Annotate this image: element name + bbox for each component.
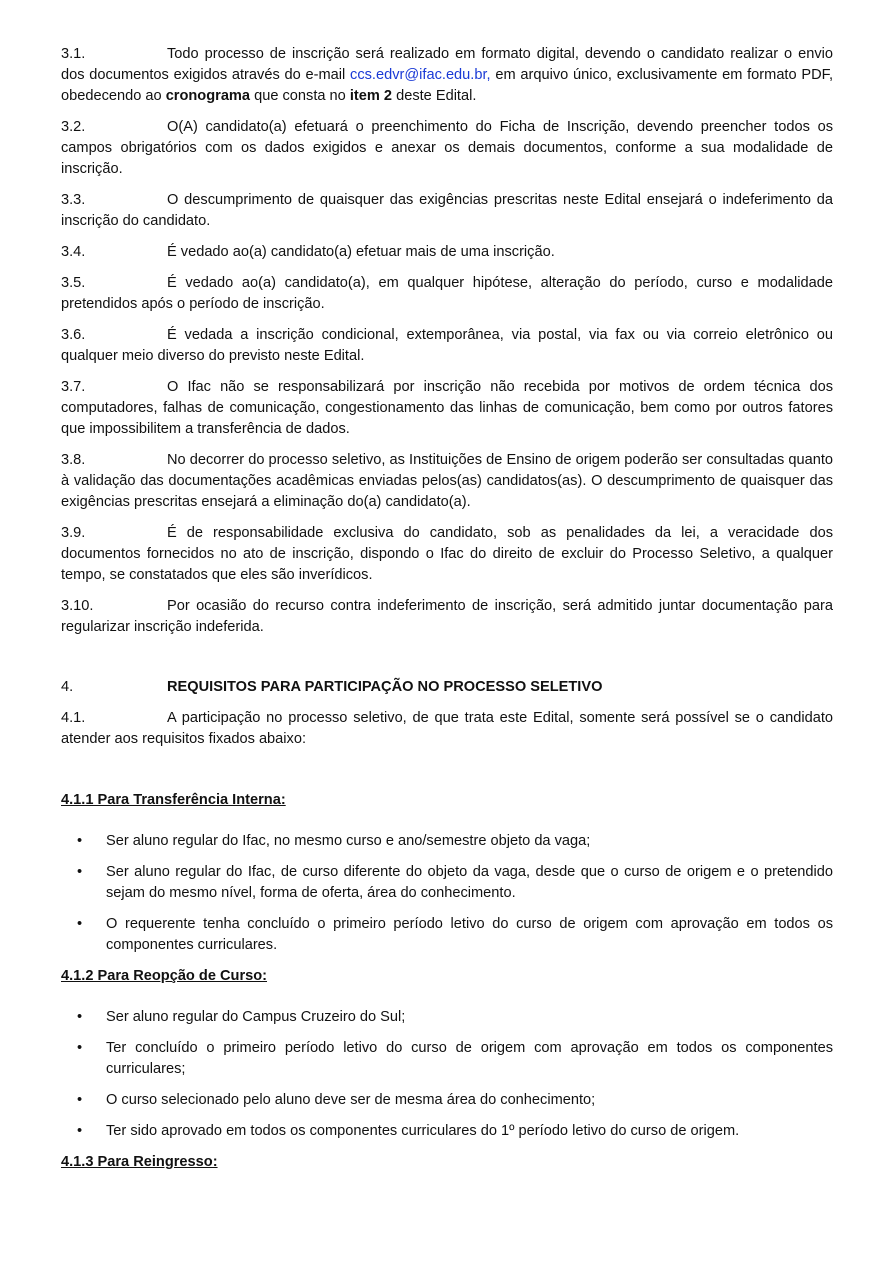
item-number: 3.9. [61,525,86,541]
item-text: que consta no [250,88,350,104]
item-text: O Ifac não se responsabilizará por inscrição não recebida por motivos de ordem técnica dos computadores, falhas de comunicação, congestionamento das linhas de comunicação, bem como por outros fatores que impossibilitem a transferência de dados. [61,379,833,437]
item-number: 3.1. [61,46,86,62]
item-3-9 [61,523,833,586]
bold-term: item 2 [349,88,393,104]
list-item-text: Ser aluno regular do Ifac, de curso diferente do objeto da vaga, desde que o curso de origem e o pretendido sejam do mesmo nível, forma de oferta, área do conhecimento. [106,864,833,901]
item-text: No decorrer do processo seletivo, as Instituições de Ensino de origem poderão ser consultadas quanto à validação das documentações acadêmicas enviadas pelos(as) candidatos(as). O descumprimento de quaisquer das exigências prescritas ensejará a eliminação do(a) candidato(a). [61,452,833,510]
item-text: É vedada a inscrição condicional, extemporânea, via postal, via fax ou via correio eletrônico ou qualquer meio diverso do previsto neste Edital. [61,327,833,364]
list-item-text: O requerente tenha concluído o primeiro período letivo do curso de origem com aprovação em todos os componentes curriculares. [106,916,833,953]
bullet-icon: • [77,1092,83,1108]
item-text: deste Edital. [392,88,477,104]
list-item [61,1038,833,1080]
item-3-4 [61,242,833,263]
list-item [61,862,833,904]
bullet-icon: • [77,1040,83,1056]
item-text: Todo processo de inscrição será realizado em formato digital, devendo o candidato realizar o envio dos documentos exigidos através do e-mail [61,46,833,83]
list-item-text: Ter concluído o primeiro período letivo do curso de origem com aprovação em todos os componentes curriculares; [106,1040,833,1077]
bullet-icon: • [77,864,83,880]
list-item-text: Ser aluno regular do Ifac, no mesmo curso e ano/semestre objeto da vaga; [106,833,591,849]
list-item-text: Ser aluno regular do Campus Cruzeiro do Sul; [106,1009,406,1025]
item-number: 3.2. [61,119,86,135]
item-number: 3.4. [61,244,86,260]
subsection-title-4-1-3: 4.1.3 Para Reingresso: [61,1154,218,1170]
item-number: 4.1. [61,710,86,726]
item-text: É vedado ao(a) candidato(a) efetuar mais de uma inscrição. [167,244,555,260]
item-number: 3.10. [61,598,94,614]
bullet-list-4-1-2 [61,1007,833,1142]
list-item-text: Ter sido aprovado em todos os componentes curriculares do 1º período letivo do curso de origem. [106,1123,740,1139]
list-item [61,1007,833,1028]
item-3-10 [61,596,833,638]
bold-term: cronograma [165,88,251,104]
item-3-7 [61,377,833,440]
item-number: 3.7. [61,379,86,395]
section-4-heading [61,677,833,698]
bullet-icon: • [77,1009,83,1025]
item-text: Por ocasião do recurso contra indeferimento de inscrição, será admitido juntar documentação para regularizar inscrição indeferida. [61,598,833,635]
item-number: 3.3. [61,192,86,208]
item-3-6 [61,325,833,367]
item-3-8 [61,450,833,513]
list-item [61,1121,833,1142]
bullet-icon: • [77,916,83,932]
bullet-list-4-1-1 [61,831,833,956]
section-number: 4. [61,679,74,695]
email-link[interactable]: ccs.edvr@ifac.edu.br, [350,67,491,83]
item-number: 3.5. [61,275,86,291]
section-title: REQUISITOS PARA PARTICIPAÇÃO NO PROCESSO SELETIVO [167,679,603,695]
list-item-text: O curso selecionado pelo aluno deve ser de mesma área do conhecimento; [106,1092,596,1108]
list-item [61,1090,833,1111]
item-text: É de responsabilidade exclusiva do candidato, sob as penalidades da lei, a veracidade dos documentos fornecidos no ato de inscrição, dispondo o Ifac do direito de excluir do Processo Seletivo, a qualquer tempo, se constatados que eles são inverídicos. [61,525,833,583]
item-3-5 [61,273,833,315]
subsection-title-4-1-1: 4.1.1 Para Transferência Interna: [61,792,286,808]
document-page [61,44,833,1193]
item-4-1 [61,708,833,750]
list-item [61,831,833,852]
item-3-2 [61,117,833,180]
item-text: É vedado ao(a) candidato(a), em qualquer hipótese, alteração do período, curso e modalidade pretendidos após o período de inscrição. [61,275,833,312]
item-text: O(A) candidato(a) efetuará o preenchimento do Ficha de Inscrição, devendo preencher todos os campos obrigatórios com os dados exigidos e anexar os demais documentos, conforme a sua modalidade de inscrição. [61,119,833,177]
subsection-title-4-1-2: 4.1.2 Para Reopção de Curso: [61,968,268,984]
list-item [61,914,833,956]
item-text: em arquivo único, exclusivamente em formato PDF, obedecendo ao [61,67,833,104]
item-text: O descumprimento de quaisquer das exigências prescritas neste Edital ensejará o indeferimento da inscrição do candidato. [61,192,833,229]
item-3-3 [61,190,833,232]
item-number: 3.6. [61,327,86,343]
bullet-icon: • [77,1123,83,1139]
item-3-1 [61,44,833,107]
item-number: 3.8. [61,452,86,468]
item-text: A participação no processo seletivo, de que trata este Edital, somente será possível se o candidato atender aos requisitos fixados abaixo: [61,710,833,747]
bullet-icon: • [77,833,83,849]
